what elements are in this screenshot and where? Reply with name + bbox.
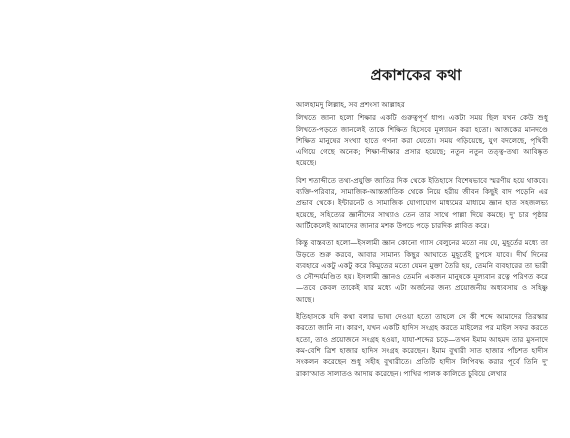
paragraph: লিখতে জানা হলো শিক্ষার একটি গুরুত্বপূর্ণ ধাপ। একটা সময় ছিল যখন কেউ শুধু লিখতে-পড়তে জানলেই তাকে শিক্ষিত হিসেবে মূল্যায়ন করা হতো। আজকের মানদণ্ডে শিক্ষিত মানুষের সংখ্যা হাতে গণনা করা যেতো। সময় গড়িয়েছে, যুগ বদলেছে, পৃথিবী এগিয়ে গেছে অনেক; শিক্ষা-দীক্ষার প্রসার হয়েছে; নতুন নতুন তত্ত্ব-তথ্য আবিষ্কৃত হয়েছে। — [296, 113, 548, 168]
paragraph: ইতিহাসকে যদি কথা বলার ভাষা দেওয়া হতো তাহলে সে কী শব্দে আমাদের তিরস্কার করতো জানি না। কারণ, যখন একটি হাদিস সংগ্রহ করতে মাইলের পর মাইল সফর করতে হতো, তাও প্রয়োজনে সংগ্ৰহ হওয়া, যাযা-শব্দের চড়ে—তখন ইমাম আহমদ তার মুসনাদে কম-বেশি ত্রিশ হাজার হাদিস সংগ্রহ করেছেন। ইমাম বুখারী সাত হাজার পাঁচশত হাদীস সংকলন করেছেন শুধু সহীহ বুখারীতে। প্রতিটি হাদীস লিপিবদ্ধ করার পূর্বে তিনি দু' রাকা'আত সালাতও আদায় করেছেন। পাখির পালক কালিতে চুবিয়ে লেখার — [296, 312, 548, 378]
page-title: প্রকাশকের কথা — [370, 66, 462, 84]
paragraph: কিন্তু বাস্তবতা হলো—ইসলামী জ্ঞান কোনো গ্যাস বেলুনের মতো নয় যে, মুহূর্তের মধ্যে তা উড়তে শুরু করবে, আবার সামান্য কিছুর আঘাতে মুহূর্তেই চুপসে যাবে। দীর্ঘ দিনের ব্যবহারে একটু একটু করে কিমুতের মতো যেমন মুক্তা তৈরি হয়, তেমনি ব্যবহারের তা ভারী ও সৌন্দর্যমণ্ডিত হয়। ইসলামী জ্ঞানও তেমনি একজন মানুষকে মূল্যবান রত্নে পরিণত করে—তবে কেবল তাকেই যার মধ্যে এটা অর্জনের জন্য প্রয়োজনীয় অধ্যবসায় ও সহিষ্ণু আছে। — [296, 238, 548, 304]
paragraph: বিশ শতাব্দীতে তথ্য-প্রযুক্তি জাতির দিক থেকে ইতিহাসে বিশেষভাবে স্মরণীয় হয়ে থাকবে। ব্যক্তি-পরিবার, সামাজিক-আন্তর্জাতিক থেকে নিয়ে হরীয় জীবন কিছুই বাদ পড়েনি এর প্রভাব থেকে। ইন্টারনেট ও সামাজিক যোগাযোগ মাধ্যমের মাধ্যমে জ্ঞান হাত সহজলভ্য হয়েছে, সহিত্যের জ্ঞানীদের সাথ্যাও তেন তার সাথে পাল্লা দিয়ে কমছে। দু' চার পৃষ্ঠার আর্টিকেলেই আমাদের জানার মশক উপচে পড়ে চারদিক প্লাবিত করে। — [296, 175, 548, 230]
opening-line: আলহামদু লিল্লাহ, সব প্রশংসা আল্লাহর — [296, 100, 405, 109]
body-text — [296, 99, 548, 385]
